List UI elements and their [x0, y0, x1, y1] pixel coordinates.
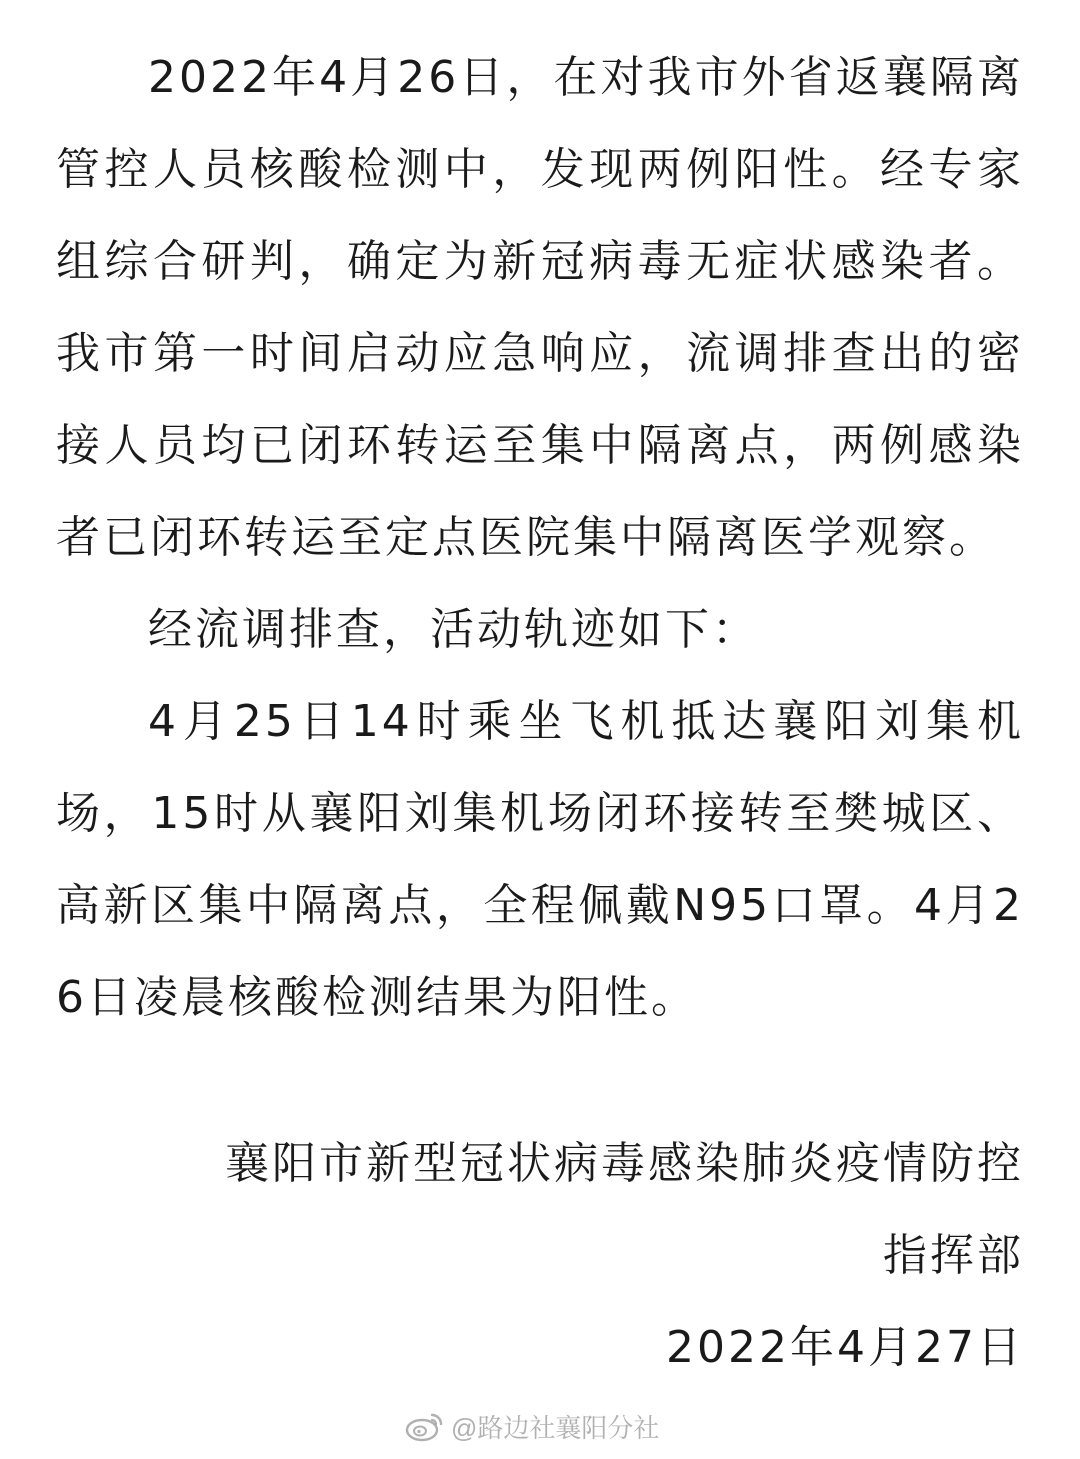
- issuing-organization-line2: 指挥部: [883, 1230, 1024, 1281]
- paragraph-trace-details: 4月25日14时乘坐飞机抵达襄阳刘集机场，15时从襄阳刘集机场闭环接转至樊城区、高新区集中隔离点，全程佩戴N95口罩。4月26日凌晨核酸检测结果为阳性。: [56, 696, 1024, 1023]
- weibo-icon: [405, 1409, 445, 1443]
- watermark: [405, 1406, 659, 1446]
- signature-block: [225, 1118, 1024, 1394]
- issuing-organization-line1: 襄阳市新型冠状病毒感染肺炎疫情防控: [225, 1138, 1024, 1189]
- watermark-text: @路边社襄阳分社: [451, 1412, 660, 1443]
- paragraph-trace-intro: 经流调排查，活动轨迹如下：: [148, 604, 759, 655]
- issue-date: 2022年4月27日: [666, 1322, 1024, 1373]
- notice-body: [56, 32, 1024, 1044]
- paragraph-announcement: 2022年4月26日，在对我市外省返襄隔离管控人员核酸检测中，发现两例阳性。经专家组综合研判，确定为新冠病毒无症状感染者。我市第一时间启动应急响应，流调排查出的密接人员均已闭环转运至集中隔离点，两例感染者已闭环转运至定点医院集中隔离医学观察。: [56, 52, 1024, 563]
